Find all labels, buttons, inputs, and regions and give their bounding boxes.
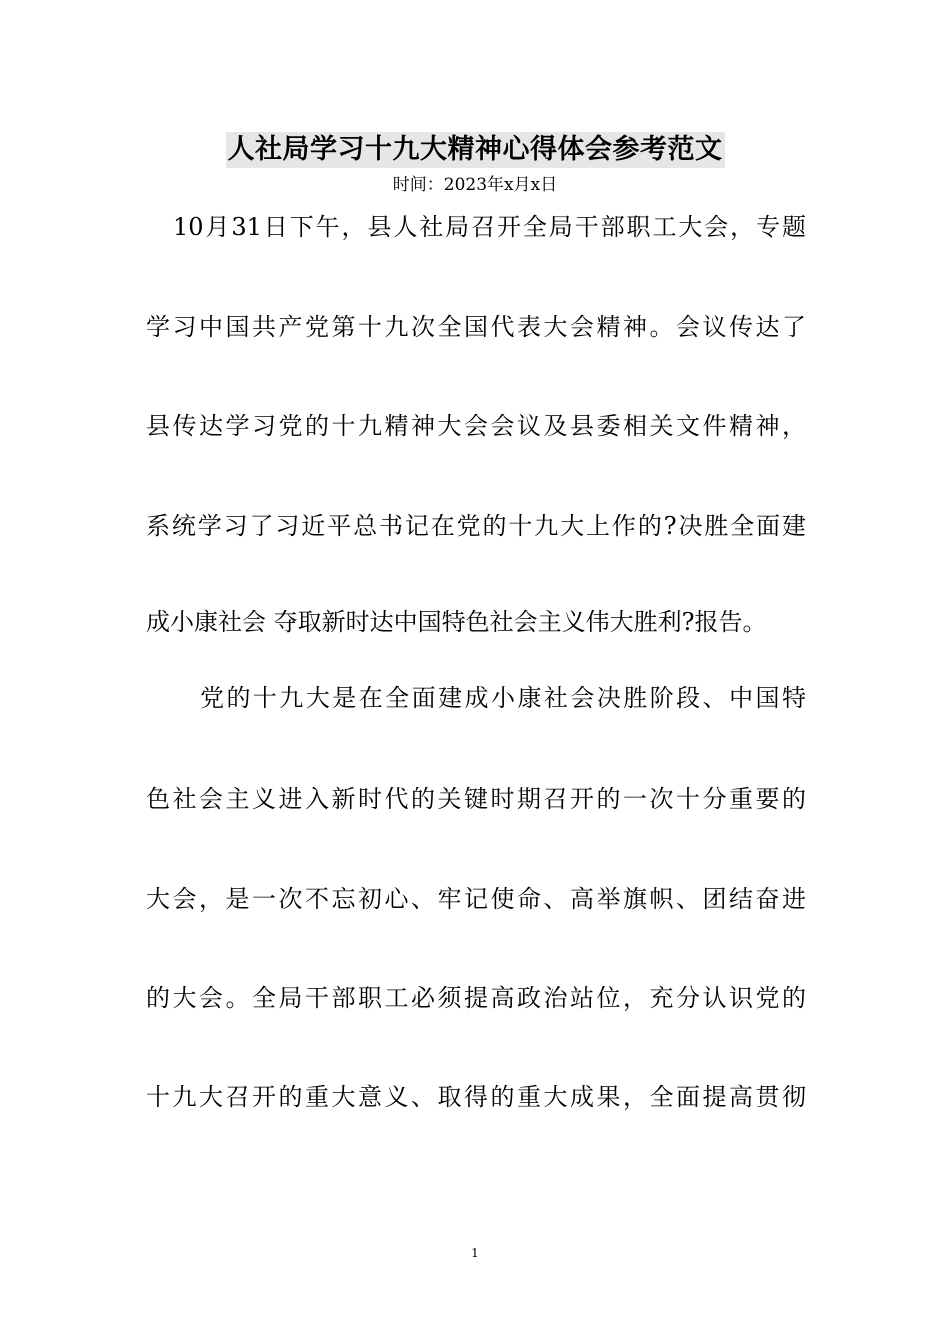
paragraph-1-line-1: 10月31日下午，县人社局召开全局干部职工大会，专题 <box>173 213 806 241</box>
paragraph-2-line-3: 大会，是一次不忘初心、牢记使命、高举旗帜、团结奋进 <box>146 885 806 913</box>
page-number: 1 <box>471 1246 479 1260</box>
date-line: 时间：2023年x月x日 <box>392 175 558 195</box>
paragraph-2-line-4: 的大会。全局干部职工必须提高政治站位，充分认识党的 <box>146 984 806 1012</box>
paragraph-1-line-3: 县传达学习党的十九精神大会会议及县委相关文件精神， <box>146 412 806 440</box>
paragraph-1-line-5: 成小康社会 夺取新时达中国特色社会主义伟大胜利?报告。 <box>146 608 767 636</box>
paragraph-1-line-2: 学习中国共产党第十九次全国代表大会精神。会议传达了 <box>146 313 806 341</box>
paragraph-2-line-1: 党的十九大是在全面建成小康社会决胜阶段、中国特 <box>200 684 806 712</box>
paragraph-2-line-5: 十九大召开的重大意义、取得的重大成果，全面提高贯彻 <box>146 1083 806 1111</box>
paragraph-2-line-2: 色社会主义进入新时代的关键时期召开的一次十分重要的 <box>146 785 806 813</box>
document-title: 人社局学习十九大精神心得体会参考范文 <box>226 132 725 168</box>
paragraph-1-line-4: 系统学习了习近平总书记在党的十九大上作的?决胜全面建 <box>146 512 806 540</box>
title-container <box>0 132 950 168</box>
